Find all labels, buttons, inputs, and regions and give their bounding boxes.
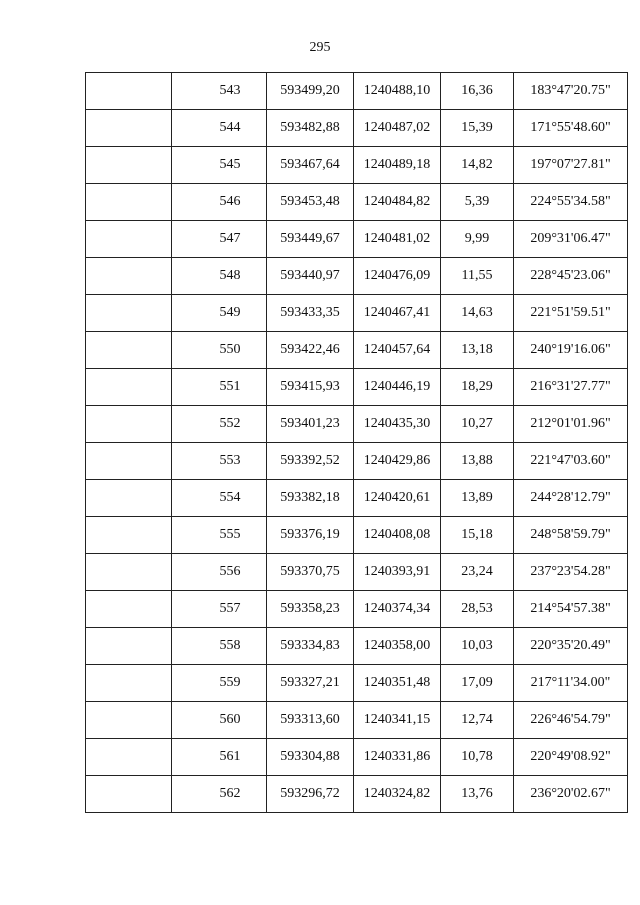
direction-angle-cell: 214°54'57.38": [514, 591, 628, 628]
x-coordinate-cell: 593449,67: [267, 221, 354, 258]
y-coordinate-cell: 1240324,82: [354, 776, 441, 813]
point-number-cell: 556: [172, 554, 267, 591]
table-row: [86, 739, 628, 776]
length-cell: 17,09: [441, 665, 514, 702]
page-number: 295: [309, 40, 331, 55]
direction-angle-cell: 220°49'08.92": [514, 739, 628, 776]
x-coordinate-cell: 593358,23: [267, 591, 354, 628]
length-cell: 12,74: [441, 702, 514, 739]
blank-cell: [86, 147, 172, 184]
y-coordinate-cell: 1240457,64: [354, 332, 441, 369]
length-cell: 16,36: [441, 73, 514, 110]
direction-angle-cell: 236°20'02.67": [514, 776, 628, 813]
x-coordinate-cell: 593440,97: [267, 258, 354, 295]
table-row: [86, 73, 628, 110]
point-number-cell: 557: [172, 591, 267, 628]
table-row: [86, 480, 628, 517]
y-coordinate-cell: 1240420,61: [354, 480, 441, 517]
x-coordinate-cell: 593334,83: [267, 628, 354, 665]
direction-angle-cell: 221°47'03.60": [514, 443, 628, 480]
y-coordinate-cell: 1240489,18: [354, 147, 441, 184]
x-coordinate-cell: 593482,88: [267, 110, 354, 147]
length-cell: 14,63: [441, 295, 514, 332]
direction-angle-cell: 212°01'01.96": [514, 406, 628, 443]
direction-angle-cell: 237°23'54.28": [514, 554, 628, 591]
blank-cell: [86, 110, 172, 147]
point-number-cell: 544: [172, 110, 267, 147]
blank-cell: [86, 739, 172, 776]
x-coordinate-cell: 593304,88: [267, 739, 354, 776]
length-cell: 28,53: [441, 591, 514, 628]
x-coordinate-cell: 593327,21: [267, 665, 354, 702]
point-number-cell: 553: [172, 443, 267, 480]
direction-angle-cell: 221°51'59.51": [514, 295, 628, 332]
x-coordinate-cell: 593415,93: [267, 369, 354, 406]
direction-angle-cell: 183°47'20.75": [514, 73, 628, 110]
x-coordinate-cell: 593370,75: [267, 554, 354, 591]
x-coordinate-cell: 593422,46: [267, 332, 354, 369]
length-cell: 13,76: [441, 776, 514, 813]
y-coordinate-cell: 1240374,34: [354, 591, 441, 628]
x-coordinate-cell: 593382,18: [267, 480, 354, 517]
table-row: [86, 591, 628, 628]
point-number-cell: 559: [172, 665, 267, 702]
y-coordinate-cell: 1240487,02: [354, 110, 441, 147]
x-coordinate-cell: 593401,23: [267, 406, 354, 443]
length-cell: 13,88: [441, 443, 514, 480]
point-number-cell: 558: [172, 628, 267, 665]
table-row: [86, 406, 628, 443]
blank-cell: [86, 184, 172, 221]
table-row: [86, 184, 628, 221]
blank-cell: [86, 776, 172, 813]
point-number-cell: 543: [172, 73, 267, 110]
table-row: [86, 332, 628, 369]
point-number-cell: 554: [172, 480, 267, 517]
blank-cell: [86, 295, 172, 332]
x-coordinate-cell: 593467,64: [267, 147, 354, 184]
blank-cell: [86, 221, 172, 258]
table-row: [86, 147, 628, 184]
x-coordinate-cell: 593499,20: [267, 73, 354, 110]
point-number-cell: 561: [172, 739, 267, 776]
y-coordinate-cell: 1240358,00: [354, 628, 441, 665]
direction-angle-cell: 226°46'54.79": [514, 702, 628, 739]
table-row: [86, 110, 628, 147]
length-cell: 13,18: [441, 332, 514, 369]
y-coordinate-cell: 1240488,10: [354, 73, 441, 110]
direction-angle-cell: 171°55'48.60": [514, 110, 628, 147]
blank-cell: [86, 73, 172, 110]
point-number-cell: 547: [172, 221, 267, 258]
blank-cell: [86, 591, 172, 628]
blank-cell: [86, 665, 172, 702]
table-row: [86, 702, 628, 739]
point-number-cell: 552: [172, 406, 267, 443]
point-number-cell: 551: [172, 369, 267, 406]
direction-angle-cell: 220°35'20.49": [514, 628, 628, 665]
direction-angle-cell: 228°45'23.06": [514, 258, 628, 295]
y-coordinate-cell: 1240476,09: [354, 258, 441, 295]
point-number-cell: 562: [172, 776, 267, 813]
length-cell: 13,89: [441, 480, 514, 517]
y-coordinate-cell: 1240393,91: [354, 554, 441, 591]
length-cell: 5,39: [441, 184, 514, 221]
blank-cell: [86, 258, 172, 295]
length-cell: 11,55: [441, 258, 514, 295]
length-cell: 10,03: [441, 628, 514, 665]
blank-cell: [86, 480, 172, 517]
blank-cell: [86, 443, 172, 480]
length-cell: 15,39: [441, 110, 514, 147]
point-number-cell: 545: [172, 147, 267, 184]
length-cell: 18,29: [441, 369, 514, 406]
y-coordinate-cell: 1240408,08: [354, 517, 441, 554]
coordinates-table: [85, 72, 628, 813]
y-coordinate-cell: 1240331,86: [354, 739, 441, 776]
blank-cell: [86, 702, 172, 739]
y-coordinate-cell: 1240429,86: [354, 443, 441, 480]
direction-angle-cell: 244°28'12.79": [514, 480, 628, 517]
table-row: [86, 221, 628, 258]
direction-angle-cell: 217°11'34.00": [514, 665, 628, 702]
x-coordinate-cell: 593453,48: [267, 184, 354, 221]
direction-angle-cell: 216°31'27.77": [514, 369, 628, 406]
length-cell: 23,24: [441, 554, 514, 591]
point-number-cell: 546: [172, 184, 267, 221]
table-row: [86, 258, 628, 295]
blank-cell: [86, 406, 172, 443]
point-number-cell: 550: [172, 332, 267, 369]
blank-cell: [86, 369, 172, 406]
point-number-cell: 549: [172, 295, 267, 332]
y-coordinate-cell: 1240481,02: [354, 221, 441, 258]
table-row: [86, 517, 628, 554]
blank-cell: [86, 628, 172, 665]
y-coordinate-cell: 1240467,41: [354, 295, 441, 332]
length-cell: 15,18: [441, 517, 514, 554]
x-coordinate-cell: 593296,72: [267, 776, 354, 813]
y-coordinate-cell: 1240341,15: [354, 702, 441, 739]
table-row: [86, 554, 628, 591]
y-coordinate-cell: 1240351,48: [354, 665, 441, 702]
length-cell: 10,27: [441, 406, 514, 443]
direction-angle-cell: 248°58'59.79": [514, 517, 628, 554]
blank-cell: [86, 554, 172, 591]
table-row: [86, 369, 628, 406]
point-number-cell: 548: [172, 258, 267, 295]
direction-angle-cell: 197°07'27.81": [514, 147, 628, 184]
y-coordinate-cell: 1240435,30: [354, 406, 441, 443]
x-coordinate-cell: 593392,52: [267, 443, 354, 480]
x-coordinate-cell: 593376,19: [267, 517, 354, 554]
length-cell: 10,78: [441, 739, 514, 776]
table-row: [86, 665, 628, 702]
direction-angle-cell: 224°55'34.58": [514, 184, 628, 221]
direction-angle-cell: 240°19'16.06": [514, 332, 628, 369]
table-row: [86, 628, 628, 665]
direction-angle-cell: 209°31'06.47": [514, 221, 628, 258]
blank-cell: [86, 517, 172, 554]
y-coordinate-cell: 1240446,19: [354, 369, 441, 406]
point-number-cell: 555: [172, 517, 267, 554]
table-row: [86, 443, 628, 480]
length-cell: 14,82: [441, 147, 514, 184]
coordinates-table-body: [86, 73, 628, 813]
y-coordinate-cell: 1240484,82: [354, 184, 441, 221]
blank-cell: [86, 332, 172, 369]
point-number-cell: 560: [172, 702, 267, 739]
table-row: [86, 776, 628, 813]
x-coordinate-cell: 593313,60: [267, 702, 354, 739]
table-row: [86, 295, 628, 332]
length-cell: 9,99: [441, 221, 514, 258]
x-coordinate-cell: 593433,35: [267, 295, 354, 332]
